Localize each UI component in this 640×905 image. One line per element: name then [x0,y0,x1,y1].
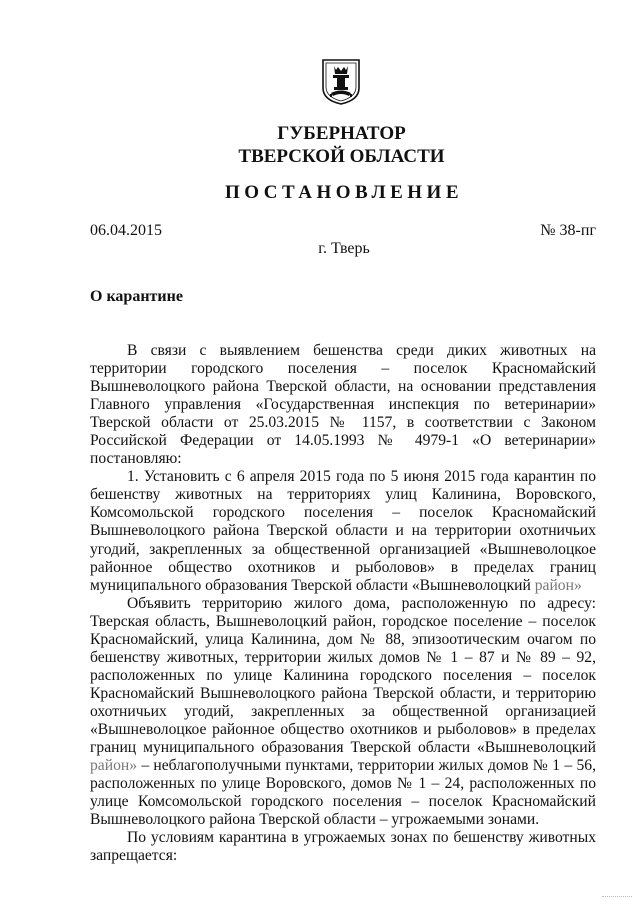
authority-line-2: ТВЕРСКОЙ ОБЛАСТИ [238,146,445,167]
paragraph-clause-1 [90,468,596,594]
outbreak-faded-text: район» [90,757,138,775]
authority-line-1: ГУБЕРНАТОР [277,123,406,144]
document-date: 06.04.2015 [90,222,162,239]
outbreak-text-a: Объявить территорию жилого дома, расположенную по адресу: Тверская область, Вышневолоцкий район, городское поселение – поселок Красномайский, улица Калинина, дом № 88, эпизоотическим очагом по бешенству животных, территории жилых домов № 1 – 87 и № 89 – 92, расположенных по улице Калинина городского поселения – поселок Красномайский Вышневолоцкого района Тверской области, и территорию охотничьих угодий, закрепленных за общественной организацией «Вышневолоцкое районное общество охотников и рыболовов» в пределах границ муниципального образования Тверской области «Вышневолоцкий [90,594,596,757]
coat-of-arms-icon [321,58,361,106]
document-city: г. Тверь [318,240,370,257]
outbreak-text-b: – неблагополучными пунктами, территории жилых домов № 1 – 56, расположенных по улице Воровского, домов № 1 – 24, расположенных по улице Комсомольской городского поселения – поселок Красномайский Вышневолоцкого района Тверской области – угрожаемыми зонами. [90,757,596,829]
document-number: № 38-пг [540,222,596,239]
clause-1-text: 1. Установить с 6 апреля 2015 года по 5 июня 2015 года карантин по бешенству животных на территориях улиц Калинина, Воровского, Комсомольской городского поселения – поселок Красномайский Вышневолоцкого района Тверской области и на территории охотничьих угодий, закрепленных за общественной организацией «Вышневолоцкое районное общество охотников и рыболовов» в пределах границ муниципального образования Тверской области «Вышневолоцкий [90,468,596,594]
document-type: ПОСТАНОВЛЕНИЕ [224,182,464,203]
clause-1-faded-text: район» [534,576,582,594]
document-subject: О карантине [90,288,183,305]
document-body [90,342,596,865]
issuing-authority [0,122,640,168]
scan-artifact [602,896,632,901]
paragraph-quarantine-conditions: По условиям карантина в угрожаемых зонах по бешенству животных запрещается: [90,829,596,865]
paragraph-preamble: В связи с выявлением бешенства среди диких животных на территории городского поселения – поселок Красномайский Вышневолоцкого района Тверской области, на основании представления Главного управления «Государственная инспекция по ветеринарии» Тверской области от 25.03.2015 № 1157, в соответствии с Законом Российской Федерации от 14.05.1993 № 4979-1 «О ветеринарии» постановляю: [90,342,596,468]
paragraph-outbreak [90,595,596,830]
